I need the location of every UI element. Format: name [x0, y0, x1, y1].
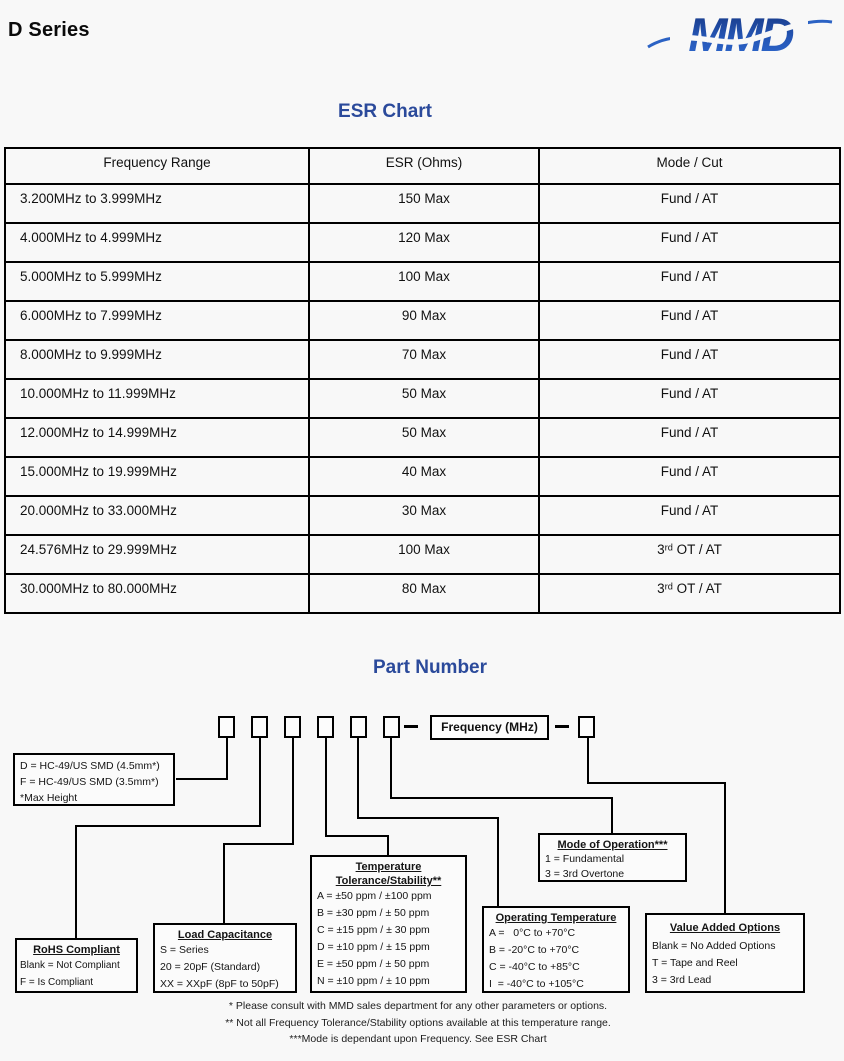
esr-cell: 100 Max	[309, 535, 539, 574]
legend-title: Mode of Operation***	[557, 839, 668, 851]
esr-table	[4, 147, 841, 614]
table-row	[5, 184, 840, 223]
table-row	[5, 262, 840, 301]
freq-cell: 30.000MHz to 80.000MHz	[5, 574, 309, 613]
legend-title: Operating Temperature	[495, 912, 617, 924]
table-row	[5, 223, 840, 262]
part-number-title: Part Number	[372, 657, 488, 678]
mode-cell: Fund / AT	[539, 340, 840, 379]
pn-digit-box-value-added	[578, 716, 595, 738]
table-row	[5, 457, 840, 496]
legend-line: 1 = Fundamental	[545, 853, 625, 865]
legend-line: Blank = No Added Options	[652, 940, 776, 952]
legend-line: B = ±30 ppm / ± 50 ppm	[317, 907, 430, 919]
freq-cell: 3.200MHz to 3.999MHz	[5, 184, 309, 223]
legend-line: E = ±50 ppm / ± 50 ppm	[317, 958, 430, 970]
footnote-2: ** Not all Frequency Tolerance/Stability options available at this temperature range.	[225, 1016, 611, 1029]
table-row	[5, 535, 840, 574]
footnote-1: * Please consult with MMD sales department for any other parameters or options.	[228, 1000, 608, 1012]
footnotes	[8, 998, 828, 1048]
freq-cell: 5.000MHz to 5.999MHz	[5, 262, 309, 301]
load-capacitance-legend-box	[153, 923, 297, 993]
col-header-esr: ESR (Ohms)	[309, 148, 539, 184]
legend-line: A = 0°C to +70°C	[489, 927, 576, 939]
mode-cell: Fund / AT	[539, 457, 840, 496]
legend-line: C = -40°C to +85°C	[489, 961, 580, 973]
page-title: D Series	[8, 19, 90, 41]
mode-cell: Fund / AT	[539, 301, 840, 340]
freq-cell: 24.576MHz to 29.999MHz	[5, 535, 309, 574]
esr-cell: 100 Max	[309, 262, 539, 301]
esr-cell: 80 Max	[309, 574, 539, 613]
esr-cell: 90 Max	[309, 301, 539, 340]
mode-cell: Fund / AT	[539, 496, 840, 535]
legend-line: 20 = 20pF (Standard)	[160, 961, 261, 973]
esr-cell: 30 Max	[309, 496, 539, 535]
pn-dash-separator	[555, 725, 569, 728]
mode-cell: Fund / AT	[539, 223, 840, 262]
mmd-logo	[646, 9, 834, 61]
legend-title: Value Added Options	[669, 922, 781, 934]
esr-cell: 150 Max	[309, 184, 539, 223]
pn-digit-box-rohs	[251, 716, 268, 738]
rohs-legend-box	[15, 938, 138, 993]
legend-line: B = -20°C to +70°C	[489, 944, 580, 956]
legend-line: I = -40°C to +105°C	[489, 978, 584, 990]
table-header-row	[5, 148, 840, 184]
footnote-3: ***Mode is dependant upon Frequency. See ESR Chart	[289, 1033, 547, 1045]
esr-cell: 50 Max	[309, 379, 539, 418]
legend-line: A = ±50 ppm / ±100 ppm	[317, 890, 432, 902]
pn-digit-box-package	[218, 716, 235, 738]
col-header-frequency: Frequency Range	[5, 148, 309, 184]
table-row	[5, 301, 840, 340]
operating-temperature-legend-box	[482, 906, 630, 993]
legend-line: D = ±10 ppm / ± 15 ppm	[317, 941, 430, 953]
esr-chart-title: ESR Chart	[338, 101, 432, 122]
legend-line: S = Series	[160, 944, 209, 956]
pn-digit-box-operating-temperature	[350, 716, 367, 738]
freq-cell: 8.000MHz to 9.999MHz	[5, 340, 309, 379]
legend-line: 3 = 3rd Overtone	[545, 868, 625, 880]
legend-line: *Max Height	[20, 792, 78, 804]
legend-title: Tolerance/Stability**	[335, 875, 442, 887]
freq-cell: 15.000MHz to 19.999MHz	[5, 457, 309, 496]
legend-line: F = HC-49/US SMD (3.5mm*)	[20, 776, 159, 788]
pn-digit-box-load-capacitance	[284, 716, 301, 738]
legend-line: F = Is Compliant	[20, 977, 94, 988]
legend-title: RoHS Compliant	[33, 944, 120, 956]
mode-cell: 3ʳᵈ OT / AT	[539, 535, 840, 574]
mode-cell: Fund / AT	[539, 262, 840, 301]
legend-line: C = ±15 ppm / ± 30 ppm	[317, 924, 430, 936]
mode-cell: Fund / AT	[539, 379, 840, 418]
esr-cell: 120 Max	[309, 223, 539, 262]
legend-line: Blank = Not Compliant	[20, 960, 120, 971]
legend-line: D = HC-49/US SMD (4.5mm*)	[20, 760, 160, 772]
mode-cell: 3ʳᵈ OT / AT	[539, 574, 840, 613]
table-row	[5, 340, 840, 379]
freq-cell: 20.000MHz to 33.000MHz	[5, 496, 309, 535]
col-header-mode: Mode / Cut	[539, 148, 840, 184]
esr-cell: 50 Max	[309, 418, 539, 457]
legend-line: 3 = 3rd Lead	[652, 974, 712, 986]
table-row	[5, 418, 840, 457]
legend-line: N = ±10 ppm / ± 10 ppm	[317, 975, 430, 987]
temperature-tolerance-legend-box	[310, 855, 467, 993]
pn-frequency-field: Frequency (MHz)	[430, 715, 549, 740]
legend-title: Load Capacitance	[177, 929, 273, 941]
freq-cell: 6.000MHz to 7.999MHz	[5, 301, 309, 340]
package-legend-box	[13, 753, 175, 806]
table-row	[5, 574, 840, 613]
pn-digit-box-tolerance	[317, 716, 334, 738]
freq-cell: 10.000MHz to 11.999MHz	[5, 379, 309, 418]
esr-cell: 70 Max	[309, 340, 539, 379]
logo-text: MMD	[688, 9, 792, 61]
mode-of-operation-legend-box	[538, 833, 687, 882]
freq-cell: 12.000MHz to 14.999MHz	[5, 418, 309, 457]
legend-line: XX = XXpF (8pF to 50pF)	[160, 978, 279, 990]
legend-line: T = Tape and Reel	[652, 957, 738, 969]
table-row	[5, 379, 840, 418]
freq-cell: 4.000MHz to 4.999MHz	[5, 223, 309, 262]
pn-digit-box-mode	[383, 716, 400, 738]
legend-title: Temperature	[355, 861, 422, 873]
pn-dash-separator	[404, 725, 418, 728]
mode-cell: Fund / AT	[539, 418, 840, 457]
table-row	[5, 496, 840, 535]
esr-cell: 40 Max	[309, 457, 539, 496]
mode-cell: Fund / AT	[539, 184, 840, 223]
value-added-options-legend-box	[645, 913, 805, 993]
